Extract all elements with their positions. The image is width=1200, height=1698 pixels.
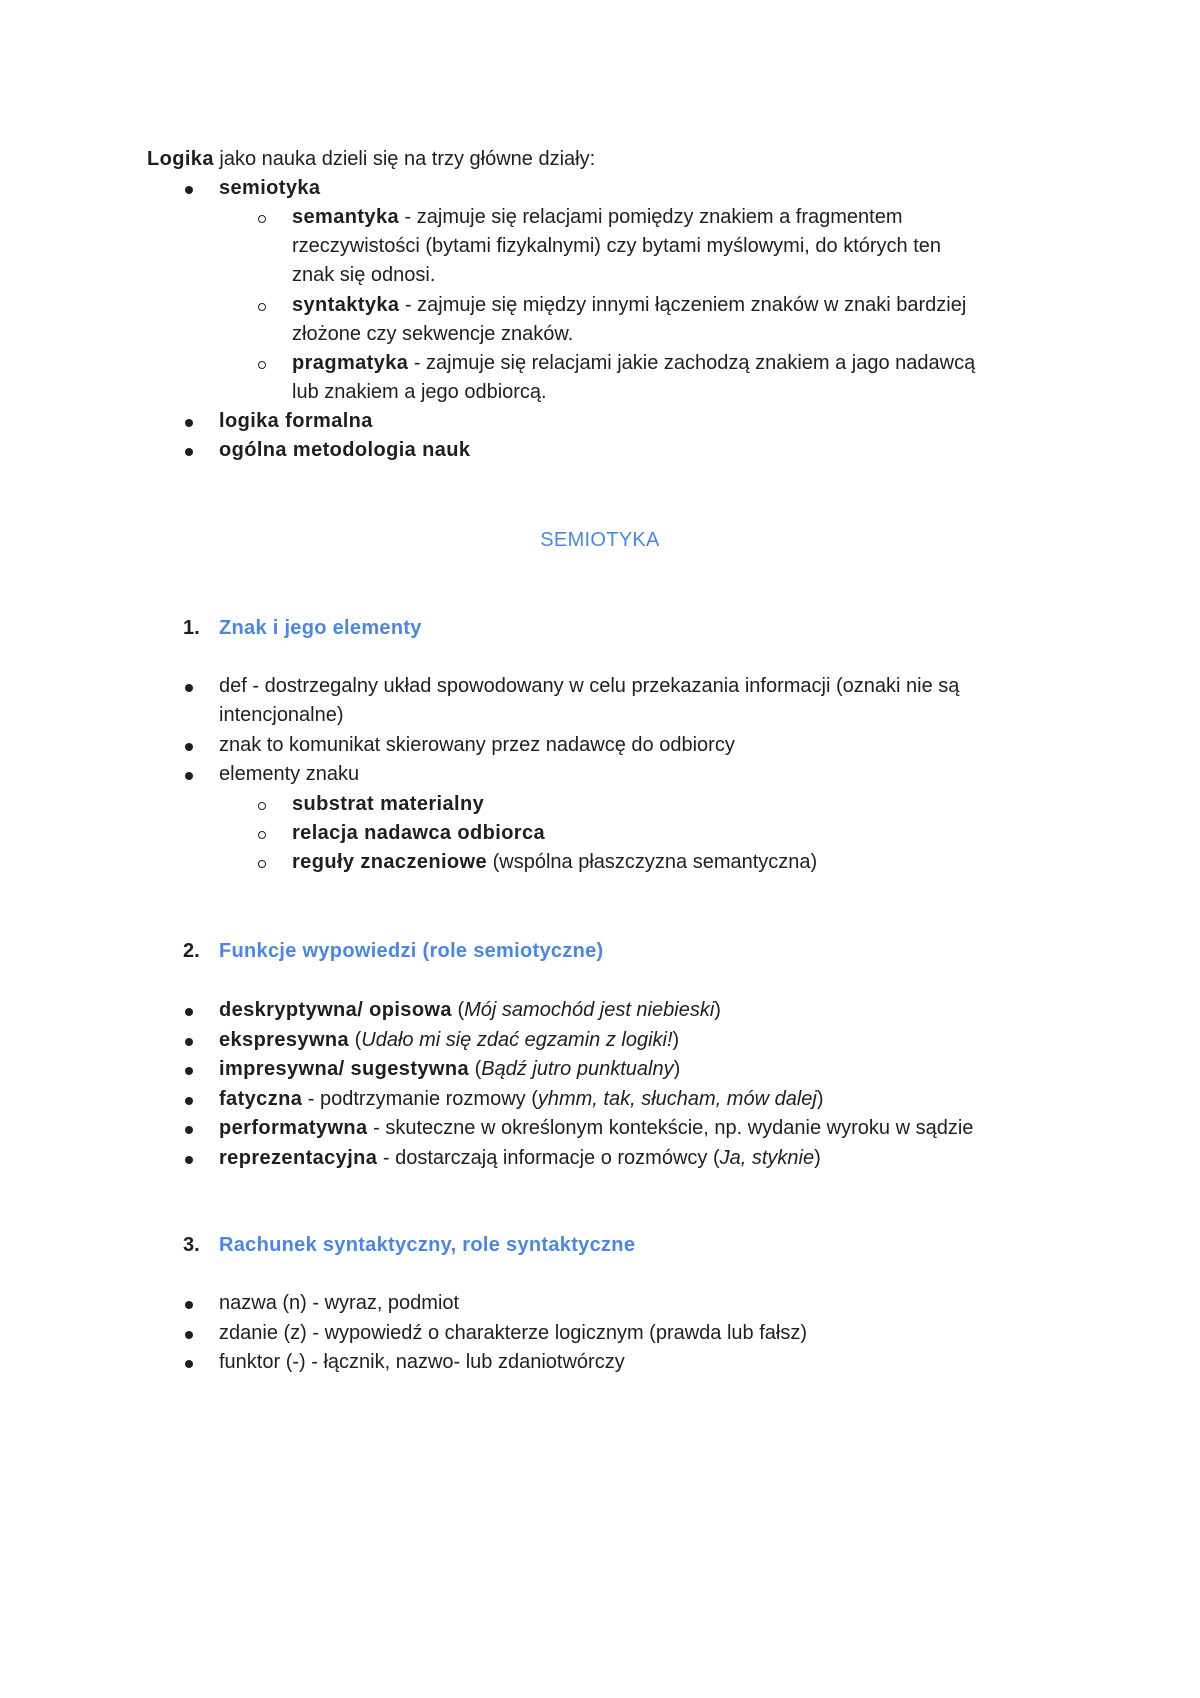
bullet-icon	[185, 684, 193, 692]
bullet-icon	[185, 1156, 193, 1164]
list-item-function	[219, 996, 721, 1024]
bullet-icon	[185, 1360, 193, 1368]
function-desc-end: )	[816, 1088, 824, 1110]
intro-lead-rest: jako nauka dzieli się na trzy główne działy:	[213, 148, 596, 170]
pragmatyka-desc: - zajmuje się relacjami jakie zachodzą znakiem a jago nadawcą	[408, 352, 976, 374]
hollow-bullet-icon	[258, 215, 266, 223]
bullet-icon	[185, 1126, 193, 1134]
syntaktyka-term: syntaktyka	[292, 294, 400, 316]
function-name: fatyczna	[219, 1088, 303, 1110]
function-name: impresywna/ sugestywna	[219, 1058, 470, 1080]
function-desc: - skuteczne w określonym kontekście, np. wydanie wyroku w sądzie	[367, 1117, 974, 1139]
function-desc: (	[349, 1029, 362, 1051]
function-example: Udało mi się zdać egzamin z logiki!	[361, 1029, 673, 1051]
function-name: ekspresywna	[219, 1029, 350, 1051]
sublist-item-semantyka	[292, 203, 903, 231]
list-item-function	[219, 1026, 679, 1054]
function-example: Bądź jutro punktualny	[481, 1058, 674, 1080]
section-3-number: 3.	[183, 1234, 200, 1256]
section-2-heading: Funkcje wypowiedzi (role semiotyczne)	[219, 940, 604, 962]
section-3-heading: Rachunek syntaktyczny, role syntaktyczne	[219, 1234, 636, 1256]
reguly-term: reguły znaczeniowe	[292, 851, 488, 873]
bullet-icon	[185, 186, 193, 194]
section-title: SEMIOTYKA	[540, 529, 660, 551]
list-item-function	[219, 1114, 973, 1142]
list-item-zdanie: zdanie (z) - wypowiedź o charakterze logicznym (prawda lub fałsz)	[219, 1322, 808, 1344]
hollow-bullet-icon	[258, 802, 266, 810]
bullet-icon	[185, 1038, 193, 1046]
list-item-nazwa: nazwa (n) - wyraz, podmiot	[219, 1292, 460, 1314]
reguly-desc: (wspólna płaszczyzna semantyczna)	[487, 851, 818, 873]
bullet-icon	[185, 772, 193, 780]
function-name: deskryptywna/ opisowa	[219, 999, 452, 1021]
list-item-funktor: funktor (-) - łącznik, nazwo- lub zdaniotwórczy	[219, 1351, 625, 1373]
function-desc: (	[451, 999, 465, 1021]
hollow-bullet-icon	[258, 361, 266, 369]
function-desc: - dostarczają informacje o rozmówcy (	[377, 1147, 720, 1169]
function-desc-end: )	[673, 1058, 681, 1080]
bullet-icon	[185, 419, 193, 427]
list-item-elementy: elementy znaku	[219, 763, 360, 785]
function-desc: - podtrzymanie rozmowy (	[302, 1088, 538, 1110]
sublist-item-reguly	[292, 848, 817, 876]
sublist-item-pragmatyka	[292, 349, 975, 377]
sublist-item-substrat: substrat materialny	[292, 793, 485, 815]
hollow-bullet-icon	[258, 831, 266, 839]
function-example: Ja, styknie	[719, 1147, 815, 1169]
semantyka-term: semantyka	[292, 206, 399, 228]
pragmatyka-term: pragmatyka	[292, 352, 409, 374]
function-desc-end: )	[814, 1147, 821, 1169]
bullet-icon	[185, 743, 193, 751]
list-item-logika-formalna: logika formalna	[219, 410, 373, 432]
syntaktyka-desc-line-2: złożone czy sekwencje znaków.	[292, 323, 574, 345]
section-1-heading: Znak i jego elementy	[219, 617, 422, 639]
list-item-function	[219, 1085, 824, 1113]
semantyka-desc: - zajmuje się relacjami pomiędzy znakiem a fragmentem	[399, 206, 903, 228]
function-name: performatywna	[219, 1117, 368, 1139]
list-item-def-line-2: intencjonalne)	[219, 704, 344, 726]
list-item-semiotyka: semiotyka	[219, 177, 321, 199]
function-desc-end: )	[714, 999, 721, 1021]
bullet-icon	[185, 1067, 193, 1075]
section-2-number: 2.	[183, 940, 200, 962]
semantyka-desc-line-2: rzeczywistości (bytami fizykalnymi) czy bytami myślowymi, do których ten	[292, 235, 942, 257]
function-name: reprezentacyjna	[219, 1147, 378, 1169]
syntaktyka-desc: - zajmuje się między innymi łączeniem znaków w znaki bardziej	[399, 294, 967, 316]
hollow-bullet-icon	[258, 860, 266, 868]
list-item-function	[219, 1144, 821, 1172]
function-example: Mój samochód jest niebieski	[464, 999, 715, 1021]
section-1-number: 1.	[183, 617, 200, 639]
bullet-icon	[185, 1331, 193, 1339]
sublist-item-syntaktyka	[292, 291, 966, 319]
list-item-def: def - dostrzegalny układ spowodowany w celu przekazania informacji (oznaki nie są	[219, 675, 960, 697]
bullet-icon	[185, 1008, 193, 1016]
intro-paragraph	[147, 145, 595, 173]
bullet-icon	[185, 448, 193, 456]
list-item-metodologia: ogólna metodologia nauk	[219, 439, 471, 461]
list-item-komunikat: znak to komunikat skierowany przez nadawcę do odbiorcy	[219, 734, 735, 756]
bullet-icon	[185, 1097, 193, 1105]
hollow-bullet-icon	[258, 303, 266, 311]
sublist-item-relacja: relacja nadawca odbiorca	[292, 822, 546, 844]
semantyka-desc-line-3: znak się odnosi.	[292, 264, 436, 286]
function-example: yhmm, tak, słucham, mów dalej	[537, 1088, 817, 1110]
list-item-function	[219, 1055, 680, 1083]
function-desc: (	[469, 1058, 482, 1080]
bullet-icon	[185, 1301, 193, 1309]
pragmatyka-desc-line-2: lub znakiem a jego odbiorcą.	[292, 381, 547, 403]
intro-lead-bold: Logika	[147, 148, 214, 170]
function-desc-end: )	[672, 1029, 680, 1051]
